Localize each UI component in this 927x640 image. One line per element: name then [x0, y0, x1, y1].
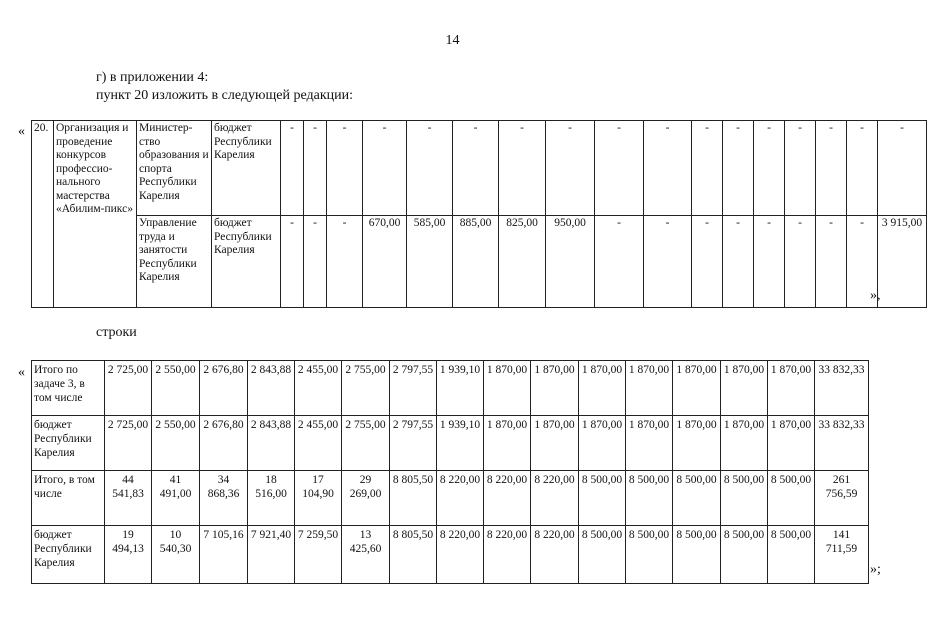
value-cell: -: [847, 216, 878, 308]
value-cell: 1 870,00: [531, 361, 579, 416]
strings-label: строки: [96, 325, 137, 340]
close-quote-1: »,: [870, 288, 881, 303]
value-cell: 10 540,30: [152, 526, 200, 584]
value-cell: -: [723, 121, 754, 216]
item-number: 20.: [32, 121, 54, 308]
value-cell: 17 104,90: [295, 471, 342, 526]
value-cell: 8 805,50: [390, 471, 437, 526]
value-cell: 2 755,00: [342, 361, 390, 416]
table-row: [32, 416, 869, 471]
value-cell: 1 870,00: [768, 416, 815, 471]
value-cell: 8 220,00: [437, 526, 484, 584]
value-cell: -: [816, 216, 847, 308]
value-cell: 7 921,40: [248, 526, 295, 584]
row-label: Итого, в том числе: [32, 471, 105, 526]
value-cell: 1 870,00: [721, 361, 768, 416]
value-cell: 3 915,00: [878, 216, 927, 308]
value-cell: 2 797,55: [390, 361, 437, 416]
totals-table: [31, 360, 869, 584]
value-cell: -: [692, 121, 723, 216]
value-cell: 2 676,80: [200, 416, 248, 471]
value-cell: 2 843,88: [248, 361, 295, 416]
value-cell: 2 455,00: [295, 361, 342, 416]
value-cell: 2 843,88: [248, 416, 295, 471]
value-cell: -: [327, 216, 363, 308]
value-cell: 8 500,00: [673, 471, 721, 526]
value-cell: 8 220,00: [531, 471, 579, 526]
value-cell: 2 550,00: [152, 416, 200, 471]
value-cell: 1 870,00: [673, 361, 721, 416]
value-cell: 8 500,00: [768, 526, 815, 584]
value-cell: 2 725,00: [105, 361, 152, 416]
value-cell: 8 500,00: [626, 526, 673, 584]
value-cell: 33 832,33: [815, 361, 869, 416]
value-cell: 8 220,00: [437, 471, 484, 526]
value-cell: -: [304, 216, 327, 308]
value-cell: -: [878, 121, 927, 216]
value-cell: -: [363, 121, 407, 216]
value-cell: 1 870,00: [768, 361, 815, 416]
value-cell: 1 870,00: [626, 416, 673, 471]
value-cell: 8 805,50: [390, 526, 437, 584]
value-cell: -: [595, 216, 644, 308]
value-cell: 44 541,83: [105, 471, 152, 526]
value-cell: 13 425,60: [342, 526, 390, 584]
value-cell: -: [281, 121, 304, 216]
intro-line-1: г) в приложении 4:: [96, 70, 209, 85]
value-cell: -: [327, 121, 363, 216]
executor-cell: Министер-ство образования и спорта Республики Карелия: [137, 121, 212, 216]
value-cell: 8 220,00: [531, 526, 579, 584]
value-cell: 7 105,16: [200, 526, 248, 584]
value-cell: 8 220,00: [484, 526, 531, 584]
value-cell: -: [499, 121, 546, 216]
table-row: [32, 216, 927, 308]
value-cell: -: [546, 121, 595, 216]
executor-cell: Управление труда и занятости Республики Карелия: [137, 216, 212, 308]
value-cell: -: [644, 216, 692, 308]
value-cell: -: [281, 216, 304, 308]
value-cell: -: [816, 121, 847, 216]
value-cell: 33 832,33: [815, 416, 869, 471]
value-cell: 2 550,00: [152, 361, 200, 416]
page-number: 14: [445, 33, 460, 48]
value-cell: -: [304, 121, 327, 216]
table-row: [32, 361, 869, 416]
value-cell: 1 939,10: [437, 361, 484, 416]
value-cell: 2 455,00: [295, 416, 342, 471]
value-cell: -: [847, 121, 878, 216]
value-cell: 1 870,00: [721, 416, 768, 471]
close-quote-2: »;: [870, 562, 881, 577]
row-label: Итого по задаче 3, в том числе: [32, 361, 105, 416]
value-cell: 1 939,10: [437, 416, 484, 471]
intro-line-2: пункт 20 изложить в следующей редакции:: [96, 88, 353, 103]
value-cell: 2 755,00: [342, 416, 390, 471]
item-name: Организация и проведение конкурсов профессио-нального мастерства «Абилим-пикс»: [54, 121, 137, 308]
value-cell: 1 870,00: [673, 416, 721, 471]
value-cell: 8 220,00: [484, 471, 531, 526]
value-cell: 585,00: [407, 216, 453, 308]
value-cell: 950,00: [546, 216, 595, 308]
value-cell: 2 797,55: [390, 416, 437, 471]
value-cell: 19 494,13: [105, 526, 152, 584]
value-cell: -: [644, 121, 692, 216]
value-cell: -: [785, 216, 816, 308]
open-quote-2: «: [18, 365, 25, 380]
value-cell: 8 500,00: [626, 471, 673, 526]
value-cell: 2 725,00: [105, 416, 152, 471]
value-cell: 41 491,00: [152, 471, 200, 526]
value-cell: 885,00: [453, 216, 499, 308]
funding-source-cell: бюджет Республики Карелия: [212, 121, 281, 216]
value-cell: 8 500,00: [579, 526, 626, 584]
value-cell: 1 870,00: [579, 416, 626, 471]
value-cell: 1 870,00: [626, 361, 673, 416]
value-cell: 8 500,00: [721, 526, 768, 584]
value-cell: 1 870,00: [484, 416, 531, 471]
value-cell: 8 500,00: [673, 526, 721, 584]
table-row: [32, 471, 869, 526]
row-label: бюджет Республики Карелия: [32, 526, 105, 584]
value-cell: -: [453, 121, 499, 216]
value-cell: 2 676,80: [200, 361, 248, 416]
funding-source-cell: бюджет Республики Карелия: [212, 216, 281, 308]
table-row: [32, 121, 927, 216]
item-20-table: [31, 120, 927, 308]
value-cell: -: [595, 121, 644, 216]
value-cell: 141 711,59: [815, 526, 869, 584]
value-cell: -: [723, 216, 754, 308]
value-cell: 29 269,00: [342, 471, 390, 526]
row-label: бюджет Республики Карелия: [32, 416, 105, 471]
value-cell: 34 868,36: [200, 471, 248, 526]
value-cell: -: [754, 216, 785, 308]
value-cell: 8 500,00: [768, 471, 815, 526]
value-cell: -: [754, 121, 785, 216]
value-cell: 7 259,50: [295, 526, 342, 584]
value-cell: 18 516,00: [248, 471, 295, 526]
value-cell: 8 500,00: [579, 471, 626, 526]
value-cell: 1 870,00: [484, 361, 531, 416]
value-cell: -: [785, 121, 816, 216]
value-cell: 261 756,59: [815, 471, 869, 526]
value-cell: 825,00: [499, 216, 546, 308]
value-cell: -: [692, 216, 723, 308]
open-quote-1: «: [18, 124, 25, 139]
value-cell: 670,00: [363, 216, 407, 308]
value-cell: -: [407, 121, 453, 216]
value-cell: 1 870,00: [531, 416, 579, 471]
value-cell: 1 870,00: [579, 361, 626, 416]
table-row: [32, 526, 869, 584]
value-cell: 8 500,00: [721, 471, 768, 526]
